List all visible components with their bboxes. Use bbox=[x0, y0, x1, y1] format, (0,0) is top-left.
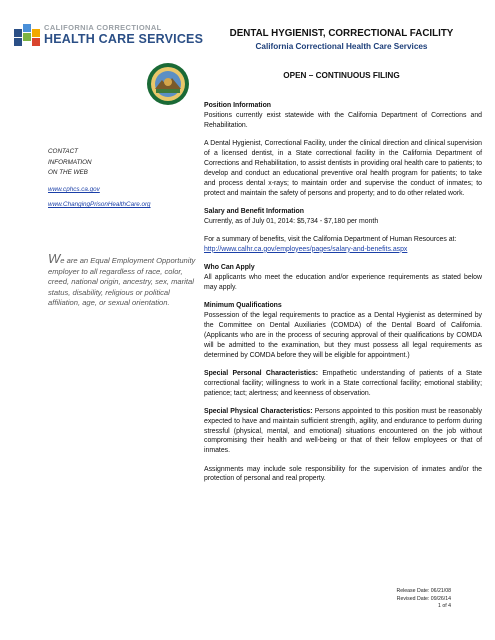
filing-status: OPEN – CONTINUOUS FILING bbox=[283, 71, 400, 80]
contact-line: CONTACT bbox=[48, 148, 78, 155]
logo-square bbox=[32, 29, 40, 37]
page-number: 1 of 4 bbox=[438, 603, 451, 609]
benefits-text: For a summary of benefits, visit the California Department of Human Resources at: bbox=[204, 235, 457, 243]
personal-text: Empathetic understanding of patients of a State correctional facility; willingness to work in a State correctional facility; emotional stability; patience; tact; alertness; and keenness of observation. bbox=[204, 369, 482, 397]
revised-date: Revised Date: 09/26/14 bbox=[396, 595, 451, 602]
logo-square bbox=[23, 33, 31, 41]
physical-characteristics-section bbox=[204, 407, 482, 457]
benefits-link[interactable]: http://www.calhr.ca.gov/employees/pages/salary-and-benefits.aspx bbox=[204, 245, 408, 253]
logo-square bbox=[32, 38, 40, 46]
logo-square bbox=[14, 38, 22, 46]
job-title: DENTAL HYGIENIST, CORRECTIONAL FACILITY bbox=[229, 28, 454, 39]
personal-characteristics-section bbox=[204, 369, 482, 399]
contact-line: ON THE WEB bbox=[48, 169, 88, 176]
minimum-text: Possession of the legal requirements to practice as a Dental Hygienist as determined by the Committee on Dental Auxiliaries (COMDA) of the Dental Board of California. (Applicants who are in the process of securing approval of their qualifications by COMDA will be admitted to the examination, but they must possess all legal requirements as determined by COMDA before they will be eligible for appointment.) bbox=[204, 311, 482, 359]
eeo-initial: W bbox=[48, 251, 61, 266]
position-heading: Position Information bbox=[204, 102, 271, 109]
position-text: Positions currently exist statewide with the California Department of Corrections and Rehabilitation. bbox=[204, 111, 482, 129]
minimum-qualifications-section bbox=[204, 301, 482, 360]
logo-square bbox=[14, 29, 22, 37]
apply-text: All applicants who meet the education and/or experience requirements as stated below may apply. bbox=[204, 273, 482, 291]
document-footer bbox=[396, 588, 451, 611]
minimum-heading: Minimum Qualifications bbox=[204, 301, 282, 309]
cchcs-logo bbox=[14, 20, 214, 54]
logo-text-top: CALIFORNIA CORRECTIONAL bbox=[44, 23, 162, 32]
apply-section bbox=[204, 263, 482, 293]
description-text: A Dental Hygienist, Correctional Facility, under the clinical direction and clinical supervision of a licensed dentist, in a State correctional facility in the California Department of Corrections and Rehabilitation, to assist dentists in providing oral health care to patients; to develop and conduct an educational preventive oral health program for patients; to take and process dental x-rays; to maintain order and supervise the conduct of inmates; to protect and maintain the safety of persons and property; and to do other related work. bbox=[204, 140, 482, 197]
california-state-seal-icon bbox=[146, 62, 190, 106]
eeo-text: e are an Equal Employment Opportunity employer to all regardless of race, color, creed, national origin, ancestry, sex, marital status, disability, religious or political affiliation, age, or sexual orientation. bbox=[48, 256, 196, 307]
physical-text: Persons appointed to this position must be reasonably expected to have and maintain sufficient strength, agility, and endurance to perform during stressful (physical, mental, and emotional) situations encountered on the job without compromising their health and well-being or that of their fellow employees or that of inmates. bbox=[204, 407, 482, 455]
description-section bbox=[204, 139, 482, 198]
release-date: Release Date: 06/21/08 bbox=[396, 588, 451, 594]
assignments-section bbox=[204, 465, 482, 485]
assignments-text: Assignments may include sole responsibility for the supervision of inmates and/or the protection of personal and real property. bbox=[204, 465, 482, 483]
position-section bbox=[204, 101, 482, 131]
logo-text-bottom: HEALTH CARE SERVICES bbox=[44, 32, 204, 46]
cphcs-link[interactable]: www.cphcs.ca.gov bbox=[48, 186, 100, 193]
organization-name: California Correctional Health Care Services bbox=[255, 42, 428, 51]
contact-line: INFORMATION bbox=[48, 158, 92, 166]
salary-text: Currently, as of July 01, 2014: $5,734 - $7,180 per month bbox=[204, 217, 379, 225]
apply-heading: Who Can Apply bbox=[204, 263, 255, 271]
changing-prison-healthcare-link[interactable]: www.ChangingPrisonHealthCare.org bbox=[48, 201, 151, 208]
equal-employment-statement bbox=[48, 251, 198, 309]
salary-section bbox=[204, 207, 482, 227]
contact-info-label bbox=[48, 147, 198, 179]
personal-label: Special Personal Characteristics: bbox=[204, 369, 318, 377]
benefits-section bbox=[204, 235, 482, 255]
salary-heading: Salary and Benefit Information bbox=[204, 207, 304, 215]
physical-label: Special Physical Characteristics: bbox=[204, 407, 313, 415]
job-description bbox=[204, 101, 482, 493]
logo-square bbox=[23, 24, 31, 32]
